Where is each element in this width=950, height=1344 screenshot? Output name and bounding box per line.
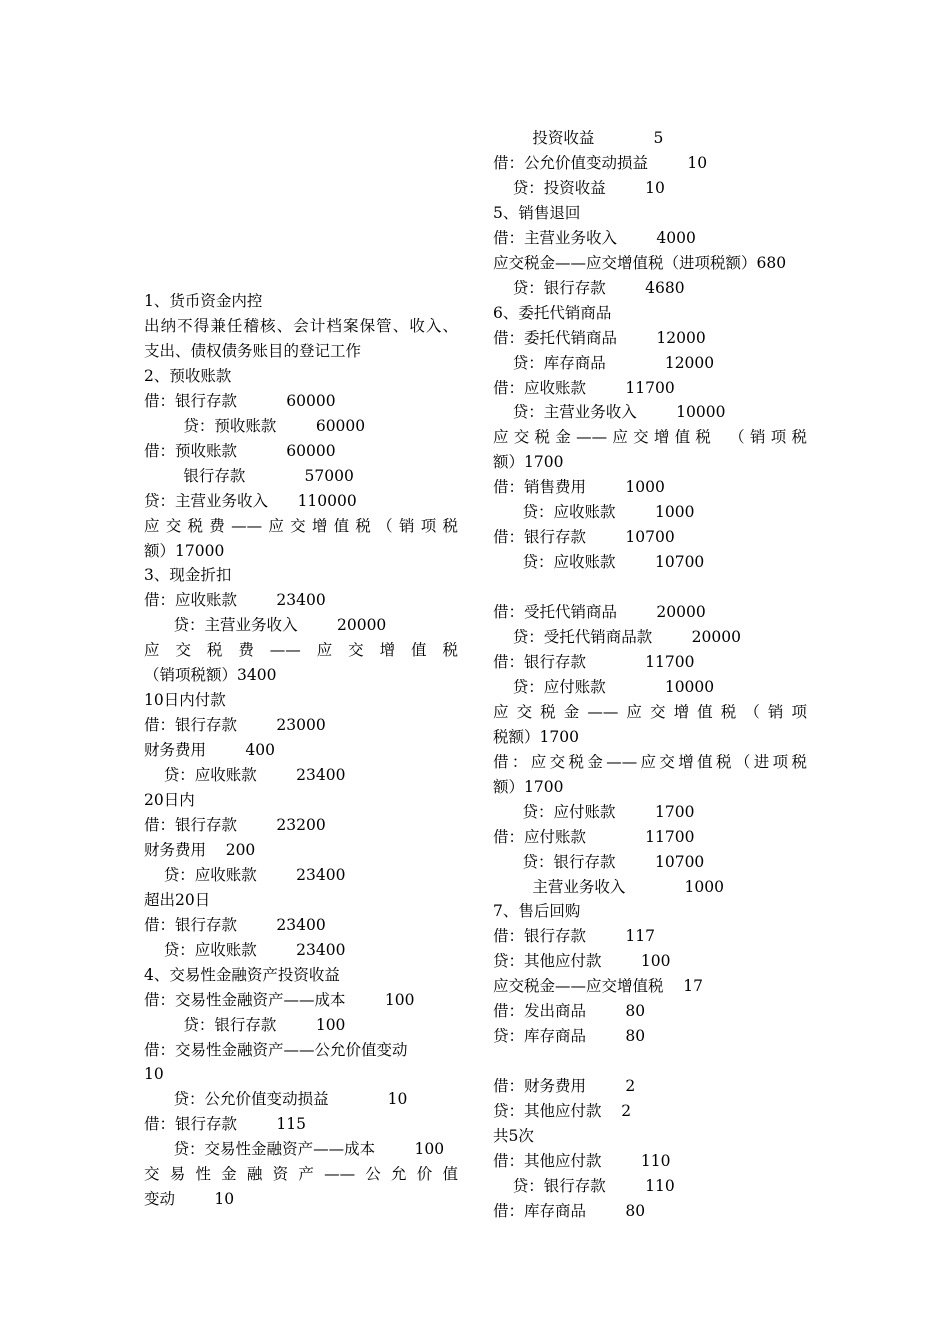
right-line: 共5次 <box>493 1127 534 1145</box>
left-line: 超出20日 <box>144 890 211 909</box>
right-line: 借：银行存款 11700 <box>493 652 695 671</box>
right-line: 贷：其他应付款 100 <box>493 952 671 971</box>
right-line: 额）1700 <box>493 777 564 796</box>
left-line: 借：交易性金融资产——成本 100 <box>144 990 415 1009</box>
left-line: 10 <box>144 1065 164 1084</box>
right-line: 5、销售退回 <box>493 203 581 222</box>
left-line: 贷：应收账款 23400 <box>144 766 346 785</box>
right-line: 借：应收账款 11700 <box>493 378 675 397</box>
right-line: 贷：库存商品 80 <box>493 1027 646 1046</box>
left-line: （销项税额）3400 <box>144 666 277 685</box>
right-line: 额）1700 <box>493 453 564 472</box>
left-line: 变动 10 <box>144 1190 235 1209</box>
left-line: 借：交易性金融资产——公允价值变动 <box>144 1040 408 1059</box>
left-line: 出纳不得兼任稽核、会计档案保管、收入、 <box>144 316 458 335</box>
left-line: 借：银行存款 60000 <box>144 391 336 410</box>
right-line: 6、委托代销商品 <box>493 303 612 322</box>
left-line: 贷：公允价值变动损益 10 <box>144 1090 408 1109</box>
left-line: 贷：主营业务收入 20000 <box>144 616 387 635</box>
right-line: 贷：银行存款 4680 <box>493 278 685 297</box>
right-line: 贷：其他应付款 2 <box>493 1102 632 1121</box>
right-line: 借：委托代销商品 12000 <box>493 328 706 347</box>
right-line: 主营业务收入 1000 <box>493 877 724 896</box>
left-line: 支出、债权债务账目的登记工作 <box>144 341 362 360</box>
right-line: 借：应付账款 11700 <box>493 827 695 846</box>
left-line: 交易性金融资产——公允价值 <box>144 1165 458 1184</box>
right-line: 贷：受托代销商品款 20000 <box>493 628 741 646</box>
right-line: 税额）1700 <box>493 727 579 746</box>
left-line: 借：应收账款 23400 <box>144 591 326 610</box>
left-line: 银行存款 57000 <box>144 466 354 485</box>
left-line: 贷：银行存款 100 <box>144 1015 346 1034</box>
right-line: 贷：主营业务收入 10000 <box>493 403 726 422</box>
right-line: 借：主营业务收入 4000 <box>493 228 696 247</box>
right-line: 应交税金——应交增值税（进项税额）680 <box>493 253 787 272</box>
left-line: 贷：应收账款 23400 <box>144 865 346 884</box>
left-line: 财务费用 400 <box>144 741 276 760</box>
left-line: 应交税费——应交增值税（销项税 <box>144 516 458 535</box>
right-line: 7、售后回购 <box>493 902 581 921</box>
right-line: 贷：应付账款 1700 <box>493 802 695 821</box>
left-line: 财务费用 200 <box>144 840 256 859</box>
left-line: 借：银行存款 115 <box>144 1115 307 1134</box>
left-line: 2、预收账款 <box>144 366 232 385</box>
left-line: 借：银行存款 23000 <box>144 716 326 735</box>
left-line: 贷：主营业务收入 110000 <box>144 491 357 510</box>
right-line: 贷：应收账款 1000 <box>493 503 695 522</box>
left-line: 应交税费——应交增值税 <box>144 641 458 660</box>
left-line: 借：预收账款 60000 <box>144 441 336 460</box>
left-line: 贷：应收账款 23400 <box>144 940 346 959</box>
right-line: 借：库存商品 80 <box>493 1201 646 1220</box>
right-line: 贷：银行存款 110 <box>493 1176 675 1195</box>
left-line: 贷：交易性金融资产——成本 100 <box>144 1140 445 1159</box>
right-line: 投资收益 5 <box>493 129 664 147</box>
left-line: 借：银行存款 23200 <box>144 815 326 834</box>
right-line: 贷：应收账款 10700 <box>493 553 705 572</box>
right-line: 应交税金——应交增值税 17 <box>493 977 703 996</box>
right-line: 应交税金——应交增值税（销项 <box>493 702 807 721</box>
left-line: 借：银行存款 23400 <box>144 915 326 934</box>
right-line: 借：其他应付款 110 <box>493 1151 671 1170</box>
right-line: 借：受托代销商品 20000 <box>493 603 706 622</box>
left-line: 3、现金折扣 <box>144 566 232 585</box>
right-line: 贷：库存商品 12000 <box>493 353 715 372</box>
right-line: 借：银行存款 10700 <box>493 528 675 547</box>
right-line: 借：银行存款 117 <box>493 927 656 946</box>
left-line: 20日内 <box>144 791 195 809</box>
right-line: 借：应交税金——应交增值税（进项税 <box>493 752 807 771</box>
right-line: 应交税金——应交增值税 （销项税 <box>493 428 807 447</box>
right-line: 贷：应付账款 10000 <box>493 677 715 696</box>
right-line: 借：公允价值变动损益 10 <box>493 153 708 172</box>
left-line: 4、交易性金融资产投资收益 <box>144 965 340 984</box>
left-line: 1、货币资金内控 <box>144 292 263 310</box>
left-line: 贷：预收账款 60000 <box>144 416 366 435</box>
right-line: 贷：银行存款 10700 <box>493 852 705 871</box>
left-line: 额）17000 <box>144 541 225 560</box>
right-line: 贷：投资收益 10 <box>493 178 665 197</box>
right-line: 借：销售费用 1000 <box>493 478 665 497</box>
right-line: 借：财务费用 2 <box>493 1077 636 1096</box>
right-line: 借：发出商品 80 <box>493 1002 646 1021</box>
left-line: 10日内付款 <box>144 691 226 710</box>
